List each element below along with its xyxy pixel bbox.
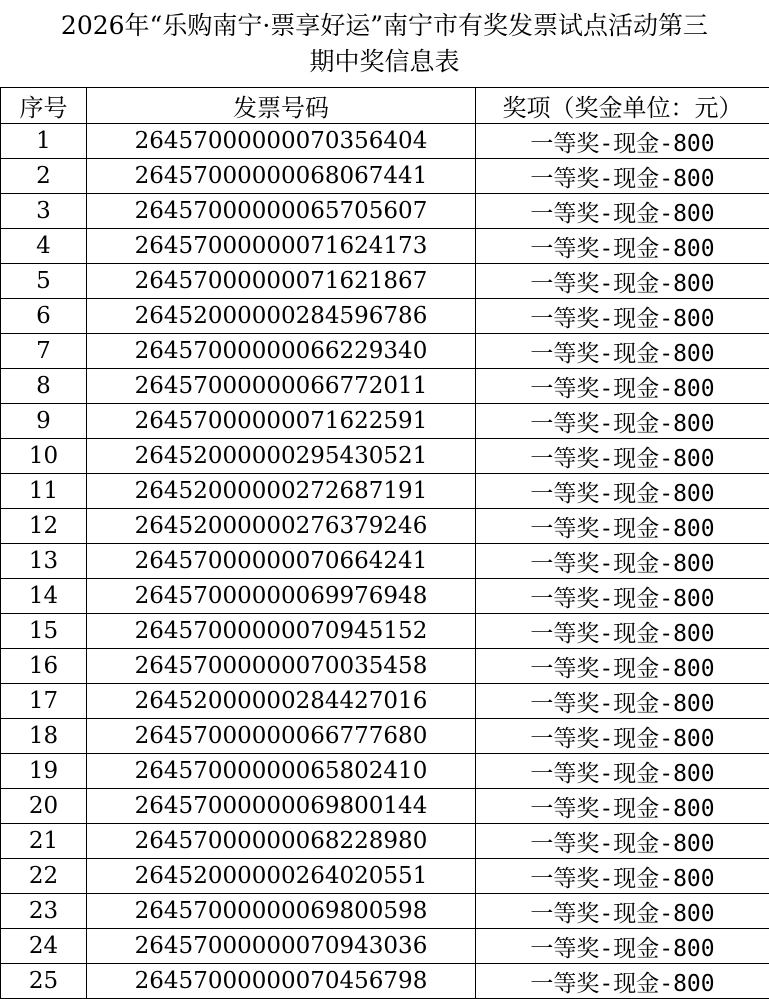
table-row	[1, 439, 769, 474]
cell-index[interactable]: 17	[1, 684, 87, 719]
cell-invoice-number[interactable]: 26457000000069800144	[87, 789, 476, 824]
table-row	[1, 264, 769, 299]
table-row	[1, 474, 769, 509]
table-row	[1, 964, 769, 999]
table-row	[1, 614, 769, 649]
cell-invoice-number[interactable]: 26457000000066777680	[87, 719, 476, 754]
cell-invoice-number[interactable]: 26457000000069800598	[87, 894, 476, 929]
cell-invoice-number[interactable]: 26457000000070356404	[87, 124, 476, 159]
cell-invoice-number[interactable]: 26452000000284427016	[87, 684, 476, 719]
header-index[interactable]: 序号	[1, 88, 87, 124]
table-row	[1, 824, 769, 859]
table-row	[1, 299, 769, 334]
cell-index[interactable]: 20	[1, 789, 87, 824]
cell-invoice-number[interactable]: 26457000000068228980	[87, 824, 476, 859]
cell-index[interactable]: 25	[1, 964, 87, 999]
cell-invoice-number[interactable]: 26452000000264020551	[87, 859, 476, 894]
cell-prize[interactable]: 一等奖-现金-800	[476, 824, 769, 859]
header-row	[1, 88, 769, 124]
cell-index[interactable]: 23	[1, 894, 87, 929]
table-row	[1, 684, 769, 719]
cell-prize[interactable]: 一等奖-现金-800	[476, 509, 769, 544]
cell-prize[interactable]: 一等奖-现金-800	[476, 684, 769, 719]
cell-invoice-number[interactable]: 26452000000284596786	[87, 299, 476, 334]
cell-prize[interactable]: 一等奖-现金-800	[476, 334, 769, 369]
cell-prize[interactable]: 一等奖-现金-800	[476, 369, 769, 404]
table-row	[1, 894, 769, 929]
winners-table	[0, 87, 769, 999]
cell-prize[interactable]: 一等奖-现金-800	[476, 614, 769, 649]
cell-index[interactable]: 24	[1, 929, 87, 964]
table-row	[1, 509, 769, 544]
cell-index[interactable]: 12	[1, 509, 87, 544]
cell-prize[interactable]: 一等奖-现金-800	[476, 439, 769, 474]
cell-prize[interactable]: 一等奖-现金-800	[476, 404, 769, 439]
cell-prize[interactable]: 一等奖-现金-800	[476, 474, 769, 509]
table-row	[1, 229, 769, 264]
cell-index[interactable]: 9	[1, 404, 87, 439]
cell-invoice-number[interactable]: 26452000000295430521	[87, 439, 476, 474]
cell-prize[interactable]: 一等奖-现金-800	[476, 894, 769, 929]
cell-invoice-number[interactable]: 26457000000071621867	[87, 264, 476, 299]
cell-index[interactable]: 11	[1, 474, 87, 509]
cell-prize[interactable]: 一等奖-现金-800	[476, 719, 769, 754]
cell-index[interactable]: 3	[1, 194, 87, 229]
cell-index[interactable]: 7	[1, 334, 87, 369]
cell-prize[interactable]: 一等奖-现金-800	[476, 264, 769, 299]
table-row	[1, 544, 769, 579]
cell-invoice-number[interactable]: 26457000000070456798	[87, 964, 476, 999]
cell-prize[interactable]: 一等奖-现金-800	[476, 159, 769, 194]
cell-index[interactable]: 16	[1, 649, 87, 684]
cell-prize[interactable]: 一等奖-现金-800	[476, 544, 769, 579]
table-row	[1, 334, 769, 369]
cell-index[interactable]: 18	[1, 719, 87, 754]
cell-invoice-number[interactable]: 26457000000066229340	[87, 334, 476, 369]
cell-prize[interactable]: 一等奖-现金-800	[476, 789, 769, 824]
table-row	[1, 404, 769, 439]
cell-invoice-number[interactable]: 26457000000070035458	[87, 649, 476, 684]
cell-prize[interactable]: 一等奖-现金-800	[476, 299, 769, 334]
cell-invoice-number[interactable]: 26457000000071622591	[87, 404, 476, 439]
cell-index[interactable]: 8	[1, 369, 87, 404]
table-row	[1, 159, 769, 194]
table-row	[1, 369, 769, 404]
cell-prize[interactable]: 一等奖-现金-800	[476, 579, 769, 614]
cell-invoice-number[interactable]: 26457000000070945152	[87, 614, 476, 649]
cell-index[interactable]: 22	[1, 859, 87, 894]
cell-index[interactable]: 15	[1, 614, 87, 649]
cell-invoice-number[interactable]: 26457000000070943036	[87, 929, 476, 964]
cell-prize[interactable]: 一等奖-现金-800	[476, 649, 769, 684]
cell-prize[interactable]: 一等奖-现金-800	[476, 229, 769, 264]
cell-prize[interactable]: 一等奖-现金-800	[476, 859, 769, 894]
cell-index[interactable]: 13	[1, 544, 87, 579]
cell-prize[interactable]: 一等奖-现金-800	[476, 194, 769, 229]
cell-invoice-number[interactable]: 26457000000065802410	[87, 754, 476, 789]
cell-invoice-number[interactable]: 26452000000272687191	[87, 474, 476, 509]
title-line-2: 期中奖信息表	[0, 44, 769, 80]
table-row	[1, 124, 769, 159]
cell-invoice-number[interactable]: 26452000000276379246	[87, 509, 476, 544]
cell-index[interactable]: 1	[1, 124, 87, 159]
cell-index[interactable]: 19	[1, 754, 87, 789]
cell-prize[interactable]: 一等奖-现金-800	[476, 754, 769, 789]
header-prize[interactable]: 奖项（奖金单位：元）	[476, 88, 769, 124]
cell-index[interactable]: 10	[1, 439, 87, 474]
cell-index[interactable]: 6	[1, 299, 87, 334]
cell-invoice-number[interactable]: 26457000000071624173	[87, 229, 476, 264]
title-line-1: 2026年“乐购南宁·票享好运”南宁市有奖发票试点活动第三	[0, 8, 769, 44]
table-row	[1, 719, 769, 754]
cell-invoice-number[interactable]: 26457000000066772011	[87, 369, 476, 404]
table-row	[1, 754, 769, 789]
cell-index[interactable]: 4	[1, 229, 87, 264]
header-invoice-number[interactable]: 发票号码	[87, 88, 476, 124]
cell-invoice-number[interactable]: 26457000000068067441	[87, 159, 476, 194]
cell-index[interactable]: 21	[1, 824, 87, 859]
cell-prize[interactable]: 一等奖-现金-800	[476, 124, 769, 159]
cell-index[interactable]: 2	[1, 159, 87, 194]
cell-invoice-number[interactable]: 26457000000070664241	[87, 544, 476, 579]
table-row	[1, 649, 769, 684]
cell-invoice-number[interactable]: 26457000000065705607	[87, 194, 476, 229]
cell-prize[interactable]: 一等奖-现金-800	[476, 964, 769, 999]
table-row	[1, 579, 769, 614]
cell-index[interactable]: 5	[1, 264, 87, 299]
table-row	[1, 194, 769, 229]
table-row	[1, 859, 769, 894]
cell-invoice-number[interactable]: 26457000000069976948	[87, 579, 476, 614]
cell-index[interactable]: 14	[1, 579, 87, 614]
page-title	[0, 0, 769, 88]
table-row	[1, 789, 769, 824]
table-row	[1, 929, 769, 964]
cell-prize[interactable]: 一等奖-现金-800	[476, 929, 769, 964]
